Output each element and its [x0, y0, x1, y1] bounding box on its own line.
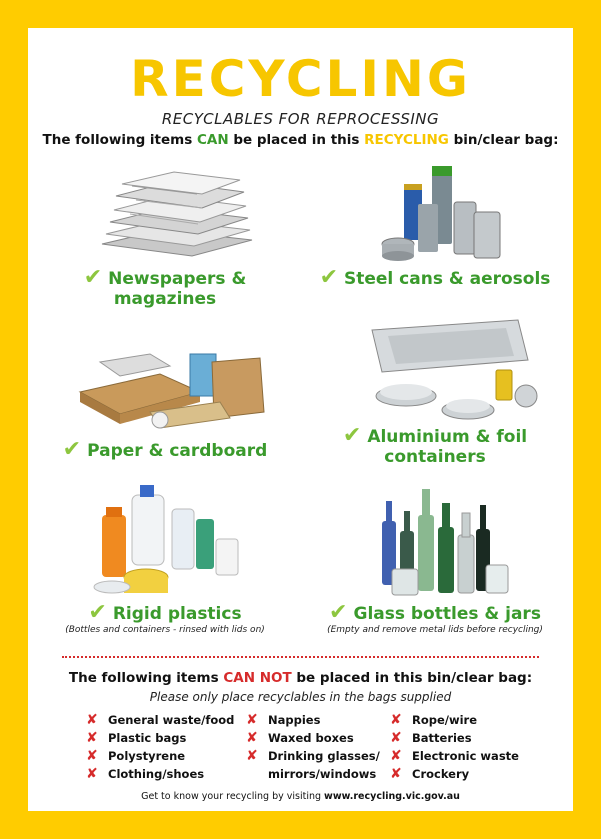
list-item	[390, 765, 519, 783]
poster-subtitle: RECYCLABLES FOR REPROCESSING	[161, 110, 440, 128]
item-label	[300, 600, 570, 625]
cannot-list-3	[390, 711, 519, 783]
footer-link[interactable]: www.recycling.vic.gov.au	[324, 791, 460, 802]
check-icon: ✔	[83, 265, 103, 290]
cross-icon: ✘	[390, 748, 402, 764]
newspapers-icon	[30, 164, 300, 264]
list-item-text: Nappies	[268, 713, 321, 727]
item-steel-cans	[300, 158, 570, 298]
item-label-text: Steel cans & aerosols	[344, 269, 551, 289]
list-item	[246, 711, 380, 729]
list-item-text: Crockery	[412, 767, 470, 781]
intro-mid: be placed in this	[228, 132, 365, 148]
footer-text: Get to know your recycling by visiting	[141, 791, 325, 802]
recycling-poster	[28, 28, 573, 811]
cross-icon: ✘	[390, 730, 402, 746]
item-label-text: Glass bottles & jars	[353, 604, 541, 624]
cardboard-icon	[30, 328, 300, 436]
item-label	[300, 265, 570, 290]
item-paper-cardboard	[30, 328, 300, 468]
list-item-text: Plastic bags	[108, 731, 187, 745]
intro-post: bin/clear bag:	[448, 132, 559, 148]
item-label	[30, 437, 300, 462]
please-note: Please only place recyclables in the bags supplied	[149, 690, 452, 704]
intro-pre: The following items	[42, 132, 197, 148]
item-aluminium	[300, 318, 570, 478]
item-label-text: Paper & cardboard	[87, 441, 268, 461]
cross-icon: ✘	[86, 712, 98, 728]
cross-icon: ✘	[246, 748, 258, 764]
item-newspapers	[30, 158, 300, 309]
check-icon: ✔	[88, 600, 107, 625]
list-item	[390, 747, 519, 765]
glass-bottles-icon	[300, 483, 570, 603]
list-item	[86, 747, 234, 765]
list-item-text: mirrors/windows	[268, 767, 377, 781]
check-icon: ✔	[319, 265, 338, 290]
check-icon: ✔	[62, 437, 82, 462]
list-item	[246, 729, 380, 747]
list-item	[86, 729, 234, 747]
cross-icon: ✘	[246, 730, 258, 746]
list-item	[86, 711, 234, 729]
item-label-text: Rigid plastics	[112, 604, 242, 624]
cannot-pre: The following items	[68, 670, 224, 686]
list-item	[246, 765, 380, 783]
list-item-text: Batteries	[412, 731, 472, 745]
list-item-text: Clothing/shoes	[108, 767, 205, 781]
item-glass-bottles	[300, 483, 570, 643]
cross-icon: ✘	[246, 712, 258, 728]
footer	[28, 791, 573, 802]
item-label-text: Newspapers & magazines	[108, 269, 247, 309]
steel-cans-icon	[300, 162, 570, 266]
list-item	[246, 747, 380, 765]
item-rigid-plastics	[30, 483, 300, 643]
cross-icon: ✘	[390, 766, 402, 782]
can-intro	[28, 132, 573, 148]
poster-title: RECYCLING	[130, 50, 471, 108]
cannot-word: CAN NOT	[223, 670, 292, 686]
list-item-text: Drinking glasses/	[268, 749, 380, 763]
check-icon: ✔	[329, 600, 348, 625]
check-icon: ✔	[342, 423, 362, 448]
cross-icon: ✘	[86, 748, 98, 764]
dotted-divider	[62, 656, 539, 658]
cannot-list-1	[86, 711, 234, 783]
item-note: (Empty and remove metal lids before recycling)	[327, 625, 543, 635]
cross-icon: ✘	[86, 730, 98, 746]
list-item-text: Polystyrene	[108, 749, 186, 763]
list-item	[390, 729, 519, 747]
cannot-heading	[28, 670, 573, 686]
list-item	[86, 765, 234, 783]
cannot-list-2	[246, 711, 380, 783]
list-item-text: Waxed boxes	[268, 731, 354, 745]
item-label	[300, 423, 570, 467]
plastic-bottles-icon	[30, 483, 300, 603]
list-item	[390, 711, 519, 729]
foil-trays-icon	[300, 318, 570, 428]
list-item-text: Electronic waste	[412, 749, 519, 763]
list-item-text: General waste/food	[108, 713, 235, 727]
cross-icon: ✘	[86, 766, 98, 782]
item-note: (Bottles and containers - rinsed with lids on)	[65, 625, 265, 635]
intro-can: CAN	[196, 132, 229, 148]
list-item-text: Rope/wire	[412, 713, 478, 727]
cannot-post: be placed in this bin/clear bag:	[291, 670, 533, 686]
item-label-text: Aluminium & foil containers	[367, 427, 528, 467]
item-label	[30, 600, 300, 625]
item-label	[30, 265, 300, 309]
cross-icon: ✘	[390, 712, 402, 728]
intro-recycling: RECYCLING	[364, 132, 449, 148]
